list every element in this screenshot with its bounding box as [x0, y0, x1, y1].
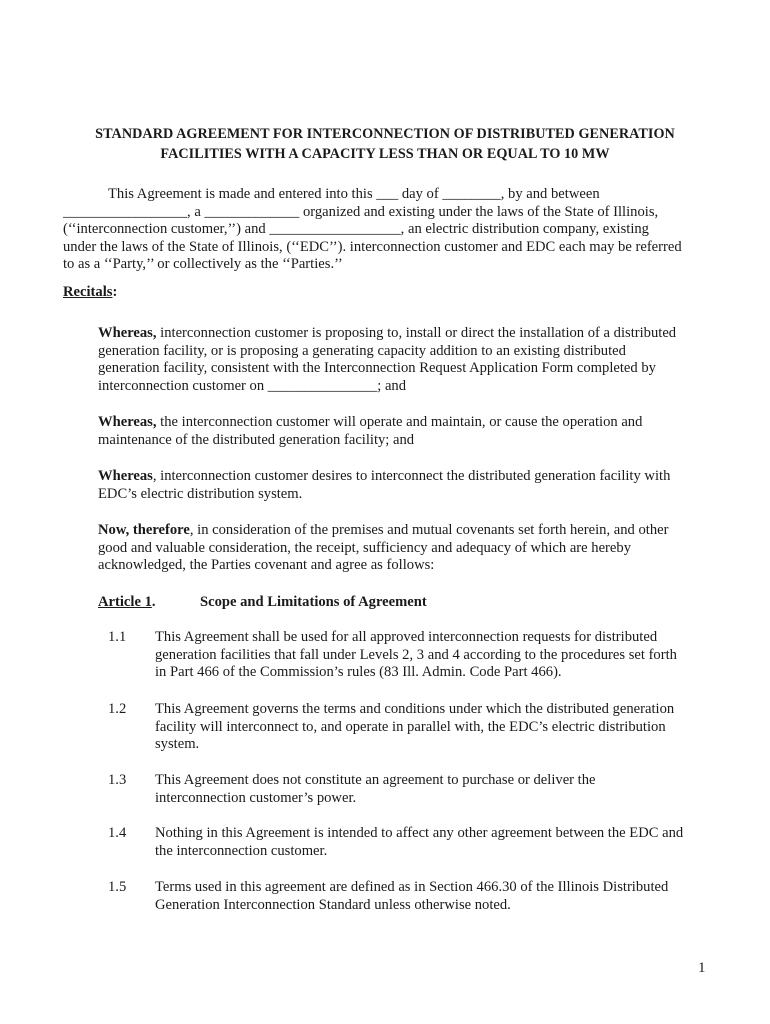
- recital-line: maintenance of the distributed generation facility; and: [98, 431, 415, 448]
- section-line: in Part 466 of the Commission’s rules (83 Ill. Admin. Code Part 466).: [155, 664, 562, 681]
- section-number: 1.3: [108, 772, 127, 788]
- section-text: [155, 772, 715, 807]
- section-line: This Agreement shall be used for all approved interconnection requests for distributed: [155, 629, 658, 645]
- recital-lead: Whereas,: [98, 414, 157, 430]
- recital-line: generation facility, or is proposing a generating capacity addition to an existing distributed: [98, 342, 626, 359]
- section-text: [155, 825, 715, 860]
- section-line: the interconnection customer.: [155, 842, 328, 859]
- article-heading: [98, 594, 427, 611]
- section-number: 1.1: [108, 629, 127, 645]
- section-text: [155, 879, 715, 914]
- recital-line: good and valuable consideration, the receipt, sufficiency and adequacy of which are hereby: [98, 539, 631, 556]
- recital-line: acknowledged, the Parties covenant and agree as follows:: [98, 557, 435, 574]
- section-number: 1.5: [108, 879, 127, 895]
- section-line: This Agreement governs the terms and conditions under which the distributed generation: [155, 701, 675, 717]
- title-line: FACILITIES WITH A CAPACITY LESS THAN OR EQUAL TO 10 MW: [160, 146, 610, 162]
- recital-line: the interconnection customer will operate and maintain, or cause the operation and: [156, 414, 643, 430]
- section-text: [155, 701, 715, 754]
- recital-paragraph: [98, 414, 710, 449]
- article-number: Article 1: [98, 594, 152, 610]
- recitals-heading: [63, 284, 117, 301]
- document-title: [60, 124, 710, 164]
- section-line: Nothing in this Agreement is intended to affect any other agreement between the EDC and: [155, 825, 684, 841]
- recital-line: , interconnection customer desires to interconnect the distributed generation facility with: [152, 468, 671, 484]
- recitals-heading-text: Recitals: [63, 284, 113, 300]
- intro-line: _________________, a _____________ organized and existing under the laws of the State of Illinois,: [63, 203, 659, 220]
- recital-lead: Whereas,: [98, 325, 157, 341]
- intro-paragraph: [63, 186, 715, 274]
- article-period: .: [151, 594, 156, 610]
- recital-line: interconnection customer is proposing to, install or direct the installation of a distributed: [156, 325, 677, 341]
- recital-paragraph: [98, 468, 710, 503]
- recitals-heading-colon: :: [112, 284, 118, 300]
- section-line: generation facilities that fall under Levels 2, 3 and 4 according to the procedures set forth: [155, 646, 677, 663]
- section-line: This Agreement does not constitute an agreement to purchase or deliver the: [155, 772, 596, 788]
- section-number: 1.2: [108, 701, 127, 717]
- section-number: 1.4: [108, 825, 127, 841]
- recital-line: interconnection customer on _______________; and: [98, 377, 407, 394]
- intro-line: (‘‘interconnection customer,’’) and __________________, an electric distribution company, existing: [63, 221, 649, 238]
- intro-line: to as a ‘‘Party,’’ or collectively as the ‘‘Parties.’’: [63, 256, 343, 273]
- intro-line: This Agreement is made and entered into this ___ day of ________, by and between: [108, 186, 600, 202]
- recital-lead: Now, therefore: [98, 522, 190, 538]
- section-text: [155, 629, 715, 682]
- section-line: Generation Interconnection Standard unless otherwise noted.: [155, 896, 511, 913]
- recital-paragraph: [98, 522, 710, 575]
- section-line: interconnection customer’s power.: [155, 789, 357, 806]
- recital-line: EDC’s electric distribution system.: [98, 485, 303, 502]
- page-number: 1: [698, 960, 706, 976]
- section-line: Terms used in this agreement are defined as in Section 466.30 of the Illinois Distributed: [155, 879, 669, 895]
- intro-line: under the laws of the State of Illinois, (‘‘EDC’’). interconnection customer and EDC each may be referred: [63, 238, 682, 255]
- recital-lead: Whereas: [98, 468, 153, 484]
- recital-line: generation facility, consistent with the Interconnection Request Application Form completed by: [98, 360, 656, 377]
- section-line: system.: [155, 736, 200, 753]
- section-line: facility will interconnect to, and operate in parallel with, the EDC’s electric distribution: [155, 718, 666, 735]
- recital-paragraph: [98, 325, 710, 395]
- article-title: Scope and Limitations of Agreement: [200, 594, 427, 610]
- title-line: STANDARD AGREEMENT FOR INTERCONNECTION OF DISTRIBUTED GENERATION: [95, 126, 675, 142]
- recital-line: , in consideration of the premises and mutual covenants set forth herein, and other: [189, 522, 669, 538]
